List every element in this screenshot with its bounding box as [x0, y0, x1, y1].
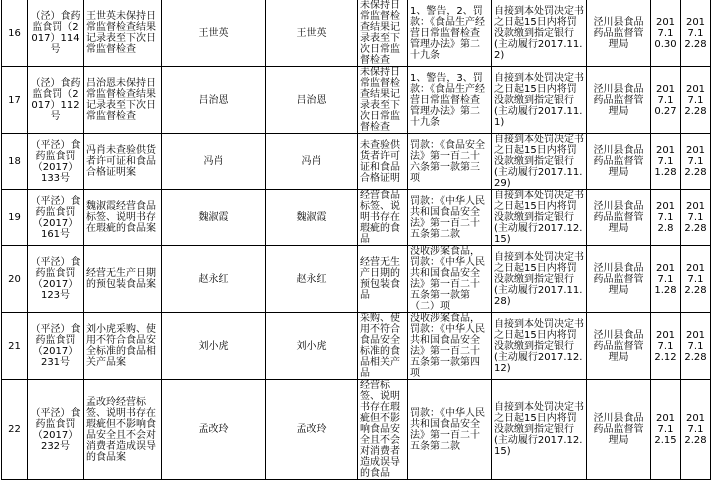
decision-date: 2017.12.8: [651, 190, 681, 246]
table-row: [2, 380, 711, 480]
violation-facts: 未查验供货者许可证和食品合格证明: [358, 134, 408, 190]
row-number: 22: [2, 380, 28, 480]
row-number: 16: [2, 0, 28, 67]
publish-date: 2017.12.28: [681, 380, 711, 480]
document-number: （泾）食药监食罚（2017）114号: [28, 0, 84, 67]
row-number: 17: [2, 67, 28, 134]
case-name: 冯肖未查验供货者许可证和食品合格证明案: [84, 134, 162, 190]
case-name: 吕治恩未保持日常监督检查结果记录表至下次日常监督检查: [84, 67, 162, 134]
violation-facts: 经营标签、说明书存在瑕疵但不影响食品安全且不会对消费者造成误导的食品: [358, 380, 408, 480]
publish-date: 2017.12.28: [681, 190, 711, 246]
publish-date: 2017.12.28: [681, 313, 711, 380]
case-name: 经营无生产日期的预包装食品案: [84, 246, 162, 313]
publish-date: 2017.12.28: [681, 246, 711, 313]
table-row: [2, 67, 711, 134]
document-number: （泾）食药监食罚（2017）112号: [28, 67, 84, 134]
case-name: 王世英未保持日常监督检查结果记录表至下次日常监督检查: [84, 0, 162, 67]
case-name: 魏淑霞经营食品标签、说明书存在瑕疵的食品案: [84, 190, 162, 246]
payment-deadline: 自接到本处罚决定书之日起15日内将罚没款缴到指定银行(主动履行2017.12.12): [492, 313, 587, 380]
document-number: （平泾）食药监食罚（2017）232号: [28, 380, 84, 480]
publish-date: 2017.12.28: [681, 0, 711, 67]
penalty-basis: 没收涉案食品，罚款：《中华人民共和国食品安全法》第一百二十五条第一款第（二）项: [408, 246, 492, 313]
violation-facts: 采购、使用不符合食品安全标准的食品相关产品: [358, 313, 408, 380]
publish-date: 2017.12.28: [681, 67, 711, 134]
payment-deadline: 自接到本处罚决定书之日起15日内将罚没款缴到指定银行(主动履行2017.11.28): [492, 246, 587, 313]
table-body: [2, 0, 711, 480]
party-name: 赵永红: [162, 246, 266, 313]
party-name: 魏淑霞: [162, 190, 266, 246]
legal-representative: 冯肖: [266, 134, 358, 190]
row-number: 21: [2, 313, 28, 380]
decision-date: 2017.11.28: [651, 134, 681, 190]
penalty-authority: 泾川县食品药品监督管理局: [587, 313, 651, 380]
party-name: 冯肖: [162, 134, 266, 190]
decision-date: 2017.10.27: [651, 67, 681, 134]
penalty-basis: 罚款：《食品安全法》第一百二十六条第一款第三项: [408, 134, 492, 190]
document-number: （平泾）食药监食罚（2017）133号: [28, 134, 84, 190]
party-name: 王世英: [162, 0, 266, 67]
table-row: [2, 313, 711, 380]
violation-facts: 未保持日常监督检查结果记录表至下次日常监督检查: [358, 67, 408, 134]
table-row: [2, 246, 711, 313]
party-name: 刘小虎: [162, 313, 266, 380]
table-row: [2, 0, 711, 67]
violation-facts: 经营食品标签、说明书存在瑕疵的食品: [358, 190, 408, 246]
case-name: 刘小虎采购、使用不符合食品安全标准的食品相关产品案: [84, 313, 162, 380]
penalty-basis: 1、警告，3、罚款：《食品生产经营日常监督检查管理办法》第二十九条: [408, 67, 492, 134]
penalty-authority: 泾川县食品药品监督管理局: [587, 0, 651, 67]
document-number: （平泾）食药监食罚（2017）123号: [28, 246, 84, 313]
legal-representative: 王世英: [266, 0, 358, 67]
penalty-basis: 没收涉案食品，罚款：《中华人民共和国食品安全法》第一百二十五条第一款第四项: [408, 313, 492, 380]
row-number: 19: [2, 190, 28, 246]
publish-date: 2017.12.28: [681, 134, 711, 190]
violation-facts: 经营无生产日期的预包装食品: [358, 246, 408, 313]
payment-deadline: 自接到本处罚决定书之日起15日内将罚没款缴到指定银行(主动履行2017.11.1): [492, 67, 587, 134]
payment-deadline: 自接到本处罚决定书之日起15日内将罚没款缴到指定银行(主动履行2017.11.29): [492, 134, 587, 190]
decision-date: 2017.12.15: [651, 380, 681, 480]
decision-date: 2017.12.12: [651, 313, 681, 380]
payment-deadline: 自接到本处罚决定书之日起15日内将罚没款缴到指定银行(主动履行2017.12.15): [492, 190, 587, 246]
payment-deadline: 自接到本处罚决定书之日起15日内将罚没款缴到指定银行(主动履行2017.11.2): [492, 0, 587, 67]
row-number: 18: [2, 134, 28, 190]
legal-representative: 赵永红: [266, 246, 358, 313]
document-number: （平泾）食药监食罚（2017）161号: [28, 190, 84, 246]
party-name: 吕治恩: [162, 67, 266, 134]
violation-facts: 未保持日常监督检查结果记录表至下次日常监督检查: [358, 0, 408, 67]
decision-date: 2017.11.28: [651, 246, 681, 313]
row-number: 20: [2, 246, 28, 313]
table-row: [2, 190, 711, 246]
party-name: 孟改玲: [162, 380, 266, 480]
penalty-authority: 泾川县食品药品监督管理局: [587, 67, 651, 134]
legal-representative: 刘小虎: [266, 313, 358, 380]
penalty-authority: 泾川县食品药品监督管理局: [587, 380, 651, 480]
penalty-basis: 罚款：《中华人民共和国食品安全法》第一百二十五条第二款: [408, 380, 492, 480]
penalty-basis: 1、警告，2、罚款：《食品生产经营日常监督检查管理办法》第二十九条: [408, 0, 492, 67]
legal-representative: 吕治恩: [266, 67, 358, 134]
legal-representative: 魏淑霞: [266, 190, 358, 246]
document-number: （平泾）食药监食罚（2017）231号: [28, 313, 84, 380]
table-row: [2, 134, 711, 190]
penalty-authority: 泾川县食品药品监督管理局: [587, 134, 651, 190]
penalty-basis: 罚款：《中华人民共和国食品安全法》第一百二十五条第二款: [408, 190, 492, 246]
legal-representative: 孟改玲: [266, 380, 358, 480]
decision-date: 2017.10.30: [651, 0, 681, 67]
penalty-table: [1, 0, 711, 480]
penalty-authority: 泾川县食品药品监督管理局: [587, 246, 651, 313]
penalty-authority: 泾川县食品药品监督管理局: [587, 190, 651, 246]
case-name: 孟改玲经营标签、说明书存在瑕疵但不影响食品安全且不会对消费者造成误导的食品案: [84, 380, 162, 480]
payment-deadline: 自接到本处罚决定书之日起15日内将罚没款缴到指定银行(主动履行2017.12.15): [492, 380, 587, 480]
